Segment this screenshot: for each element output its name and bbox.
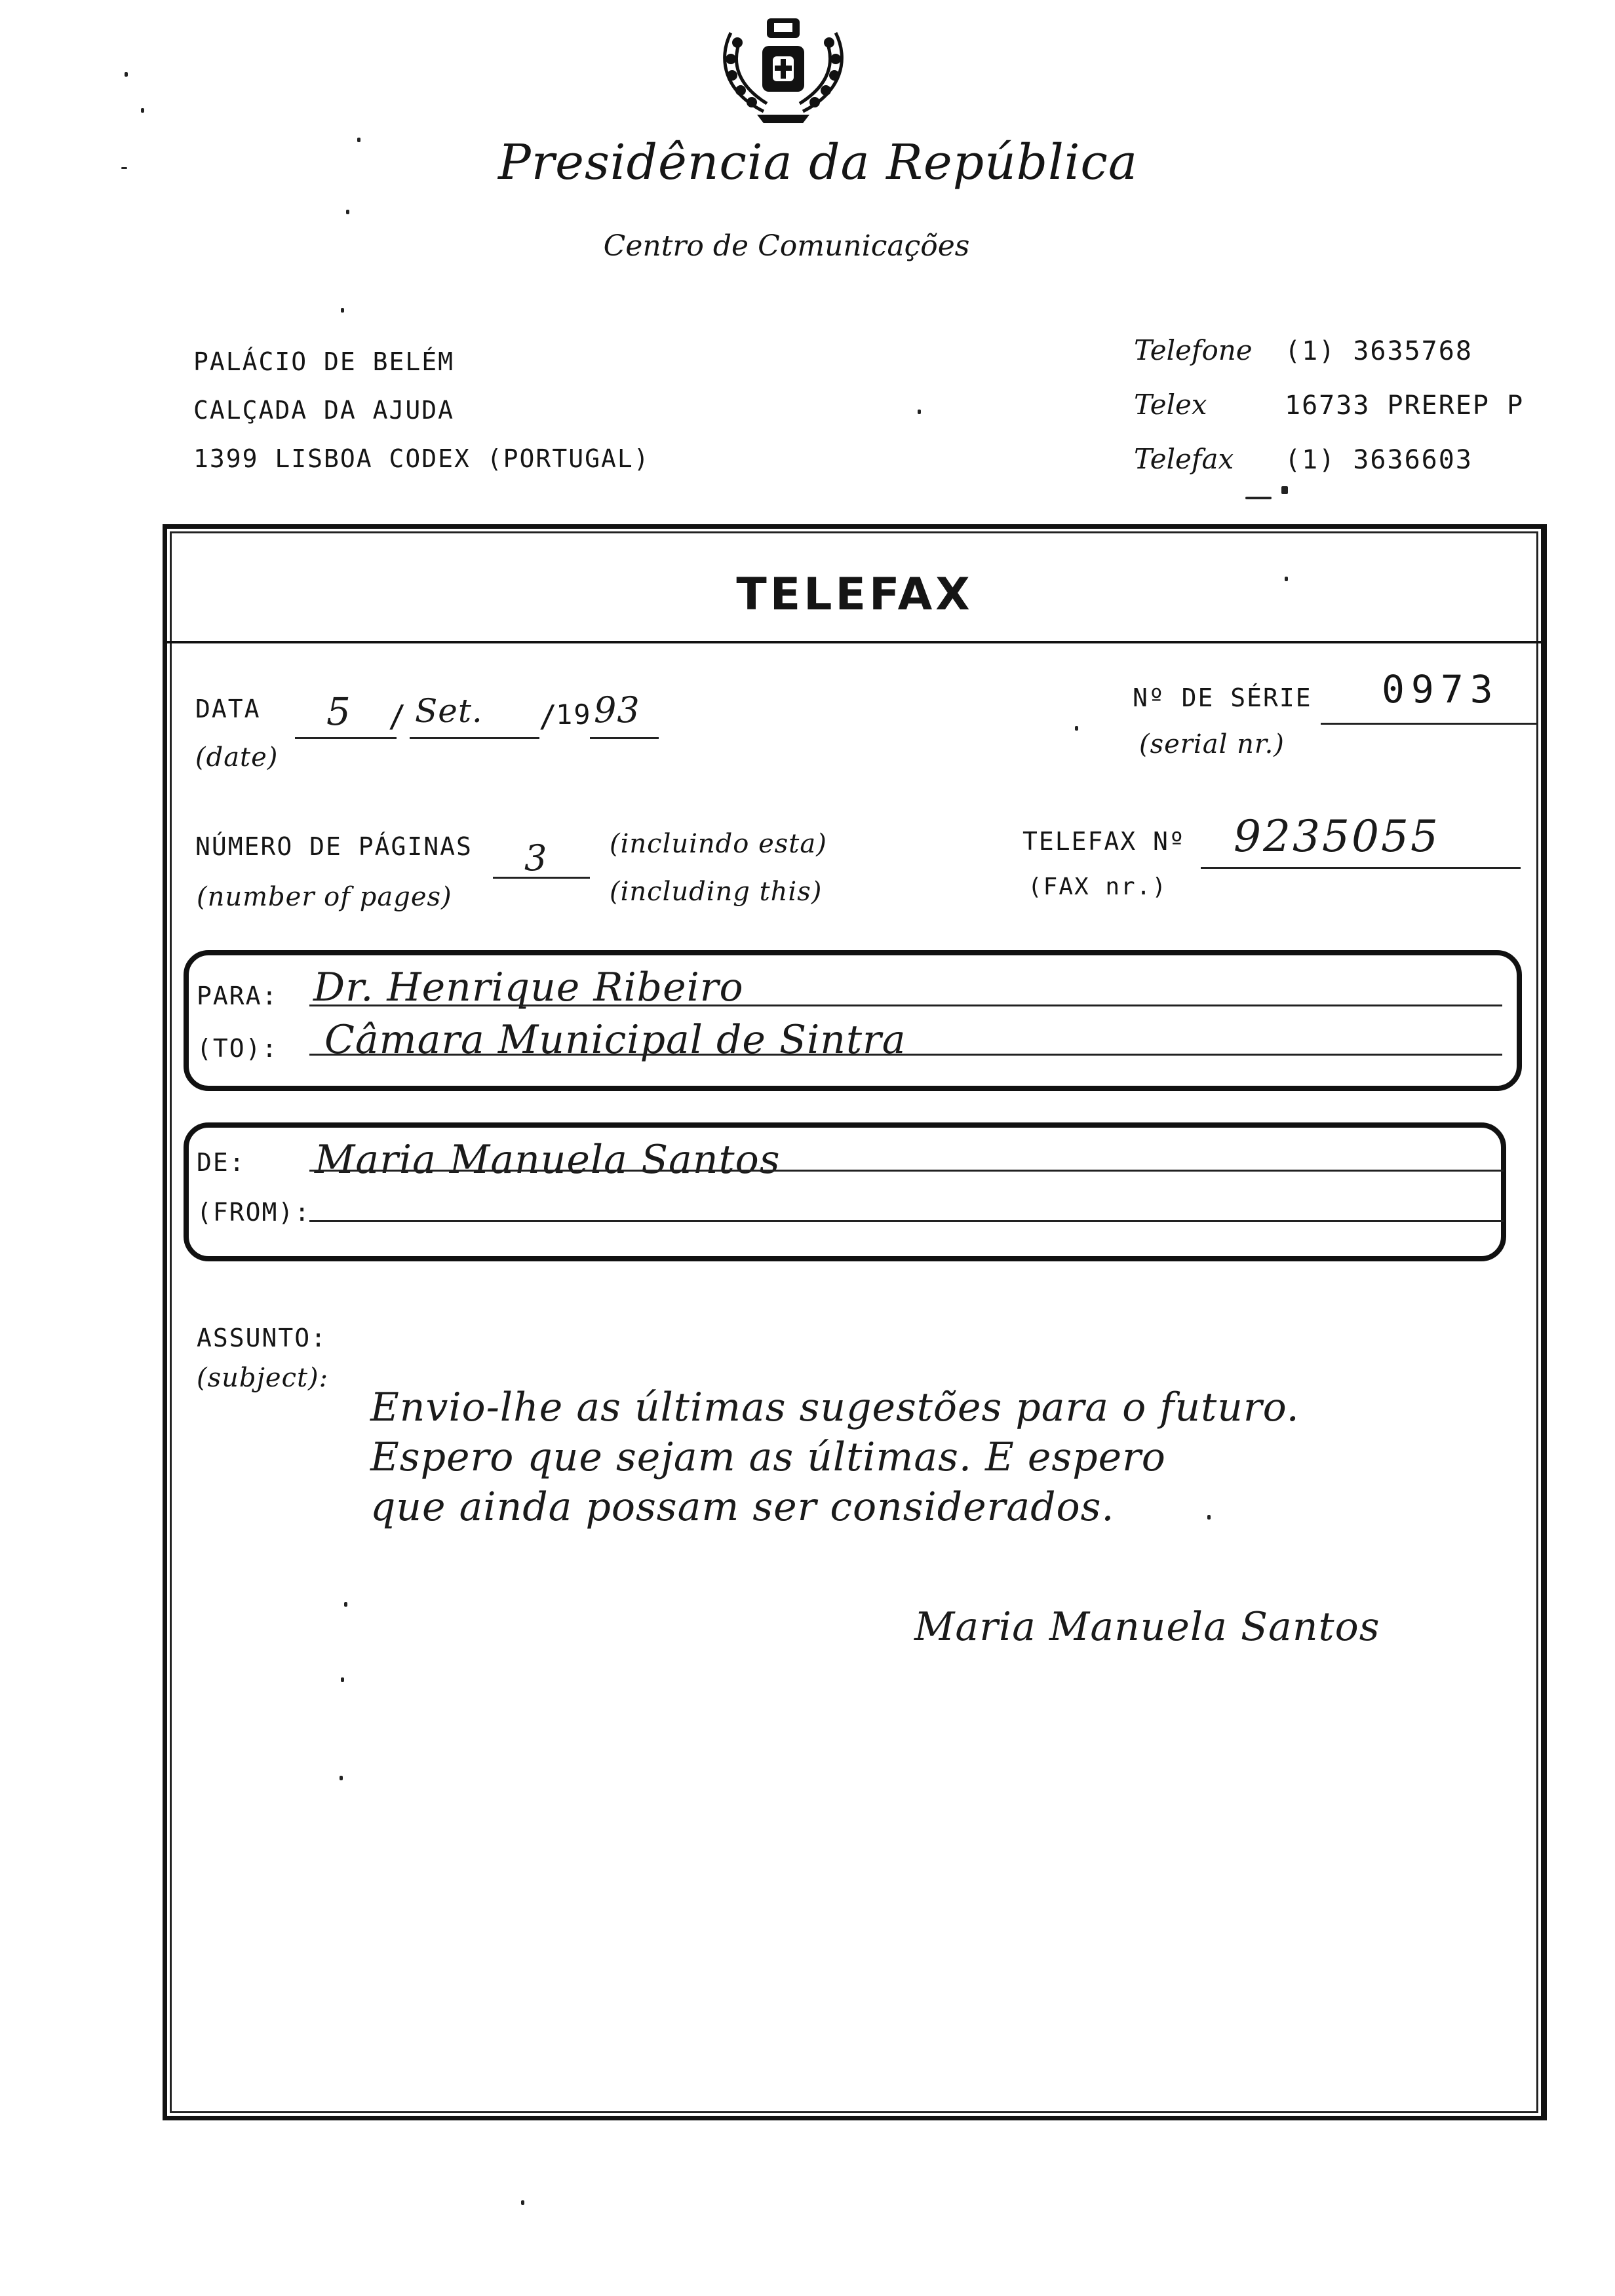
serial-line — [1321, 723, 1537, 725]
to-line-1 — [309, 1004, 1502, 1006]
date-label: DATA — [195, 695, 261, 723]
serial-sublabel: (serial nr.) — [1139, 729, 1285, 759]
from-sublabel: (FROM): — [197, 1198, 311, 1227]
message-line: Espero que sejam as últimas. E espero — [370, 1434, 1166, 1480]
address-line: CALÇADA DA AJUDA — [193, 396, 455, 425]
to-sublabel: (TO): — [197, 1034, 279, 1063]
subject-sublabel: (subject): — [197, 1363, 329, 1393]
recipient-name-value: Dr. Henrique Ribeiro — [313, 965, 744, 1010]
pages-count-value: 3 — [524, 837, 548, 879]
contact-row-telex — [1134, 381, 1524, 435]
date-sublabel: (date) — [195, 742, 279, 773]
sender-address — [193, 337, 650, 483]
address-line: 1399 LISBOA CODEX (PORTUGAL) — [193, 444, 650, 473]
address-line: PALÁCIO DE BELÉM — [193, 347, 455, 376]
recipient-organization-value: Câmara Municipal de Sintra — [324, 1017, 906, 1063]
fax-number-label: TELEFAX Nº — [1022, 827, 1186, 856]
to-label: PARA: — [197, 982, 279, 1010]
fax-number-value: 9235055 — [1234, 811, 1440, 862]
message-line: Envio-lhe as últimas sugestões para o futuro. — [370, 1385, 1300, 1430]
department-name: Centro de Comunicações — [603, 229, 970, 263]
date-day-value: 5 — [326, 689, 351, 734]
fax-number-sublabel: (FAX nr.) — [1028, 873, 1168, 900]
from-label: DE: — [197, 1148, 246, 1177]
sender-name-value: Maria Manuela Santos — [315, 1137, 781, 1183]
date-separator: / — [388, 698, 408, 734]
organization-name: Presidência da República — [498, 134, 1138, 191]
fax-number-line — [1201, 867, 1521, 869]
pages-sublabel: (number of pages) — [197, 882, 452, 912]
to-line-2 — [309, 1054, 1502, 1056]
pages-label: NÚMERO DE PÁGINAS — [195, 832, 473, 861]
contact-numbers — [1134, 326, 1524, 489]
date-month-line — [410, 737, 539, 739]
title-divider — [167, 641, 1544, 643]
date-year-value: 93 — [594, 689, 640, 731]
contact-value: (1) 3636603 — [1285, 445, 1473, 475]
contact-label: Telex — [1134, 389, 1207, 421]
contact-row-telefone — [1134, 326, 1524, 381]
date-day-line — [295, 737, 397, 739]
contact-value: (1) 3635768 — [1285, 336, 1473, 366]
pages-line — [493, 877, 590, 879]
contact-value: 16733 PREREP P — [1285, 391, 1525, 421]
message-line: que ainda possam ser considerados. — [370, 1484, 1115, 1530]
message-body — [370, 1383, 1300, 1532]
form-title: TELEFAX — [736, 569, 973, 621]
signature: Maria Manuela Santos — [914, 1604, 1380, 1650]
from-line-2 — [309, 1220, 1504, 1222]
serial-number-value: 0973 — [1382, 667, 1500, 712]
telefax-form-frame — [163, 524, 1547, 2120]
serial-label: Nº DE SÉRIE — [1133, 683, 1312, 712]
from-line-1 — [309, 1170, 1504, 1172]
contact-label: Telefax — [1134, 443, 1234, 475]
pages-note-en: (including this) — [610, 877, 823, 907]
contact-row-telefax — [1134, 435, 1524, 489]
date-month-value: Set. — [415, 692, 483, 730]
contact-label: Telefone — [1134, 334, 1253, 366]
date-separator: / — [539, 698, 558, 734]
date-year-prefix: 19 — [556, 698, 592, 731]
date-year-line — [590, 737, 659, 739]
pages-note: (incluindo esta) — [610, 829, 827, 859]
subject-label: ASSUNTO: — [197, 1324, 328, 1352]
coat-of-arms-emblem — [705, 7, 862, 124]
